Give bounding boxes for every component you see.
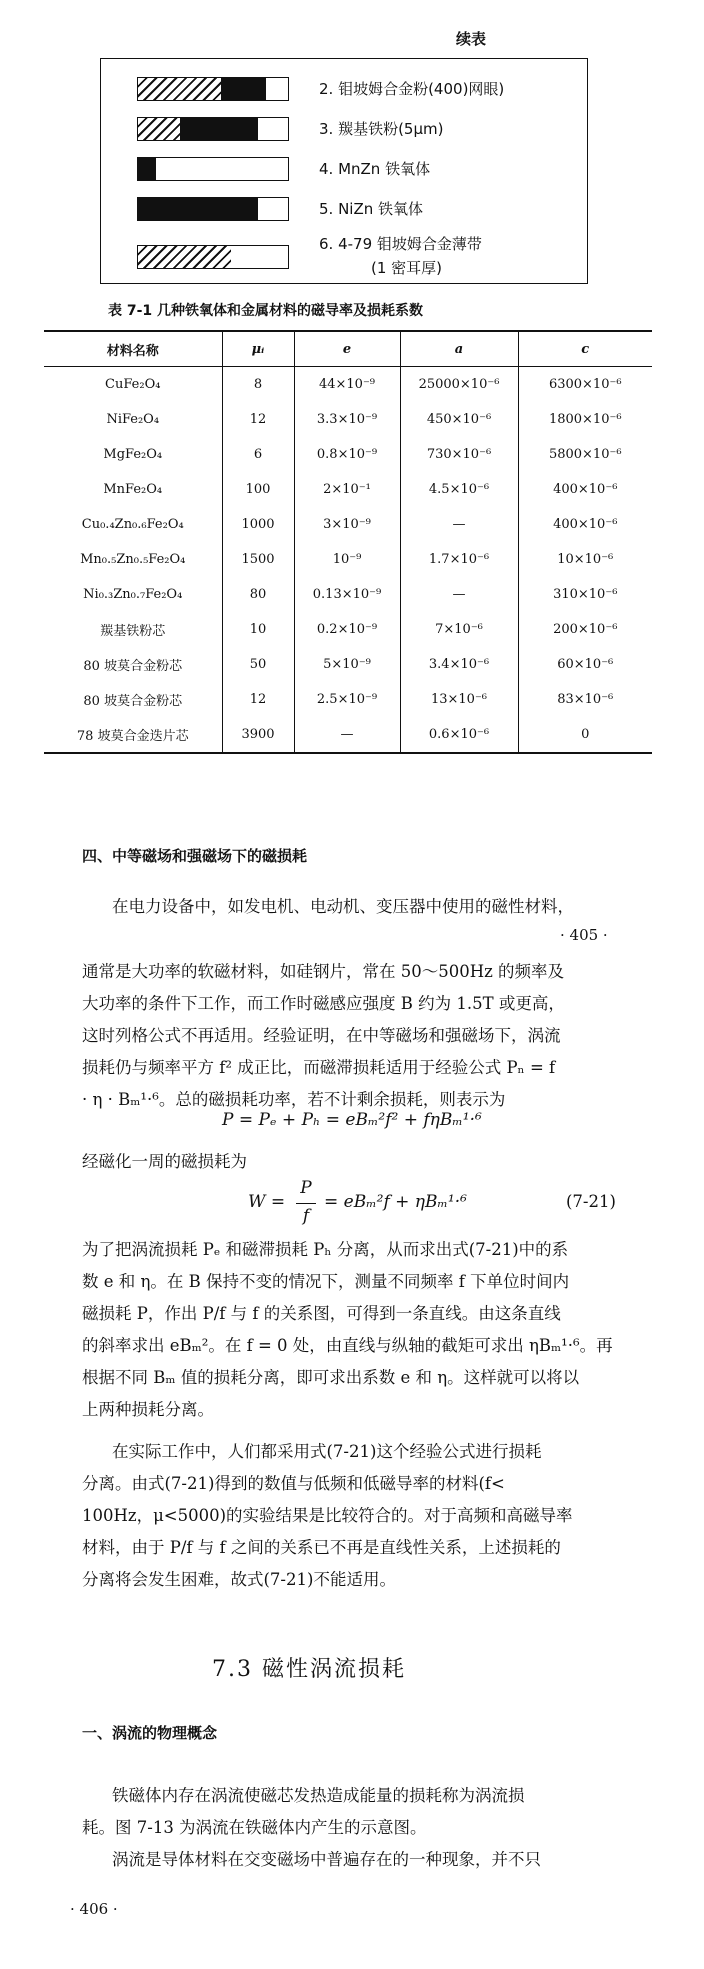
table-header-cell: a	[400, 331, 518, 367]
table-cell: 8	[222, 367, 294, 403]
paragraph-line: 铁磁体内存在涡流使磁芯发热造成能量的损耗称为涡流损	[112, 1786, 525, 1805]
table-cell: 3.3×10⁻⁹	[294, 402, 400, 437]
equation-tag: (7-21)	[566, 1192, 616, 1211]
table-cell: 6	[222, 437, 294, 472]
table-cell: 13×10⁻⁶	[400, 682, 518, 717]
table-header-cell: e	[294, 331, 400, 367]
equation-numerator: P	[300, 1178, 312, 1198]
table-cell: 310×10⁻⁶	[518, 577, 652, 612]
table-cell: 5800×10⁻⁶	[518, 437, 652, 472]
table-header-cell: c	[518, 331, 652, 367]
legend-bar	[137, 245, 289, 269]
table-cell: 60×10⁻⁶	[518, 647, 652, 682]
paragraph-line: 大功率的条件下工作，而工作时磁感应强度 B 约为 1.5T 或更高，	[82, 994, 565, 1013]
continuation-label: 续表	[456, 30, 487, 48]
table-cell: 100	[222, 472, 294, 507]
table-cell: 78 坡莫合金迭片芯	[44, 717, 222, 753]
table-header-cell: μᵢ	[222, 331, 294, 367]
table-row	[44, 717, 652, 753]
paragraph-line: 磁损耗 P，作出 P/f 与 f 的关系图，可得到一条直线。由这条直线	[82, 1304, 561, 1323]
table-row	[44, 507, 652, 542]
table-cell: 44×10⁻⁹	[294, 367, 400, 403]
table-row	[44, 472, 652, 507]
table-cell: MgFe₂O₄	[103, 447, 163, 462]
table-cell: 3900	[222, 717, 294, 753]
table-cell: 0.8×10⁻⁹	[294, 437, 400, 472]
table-header-cell: 材料名称	[44, 331, 222, 367]
table-cell: 200×10⁻⁶	[518, 612, 652, 647]
paragraph-line: 通常是大功率的软磁材料，如硅钢片，常在 50～500Hz 的频率及	[82, 962, 565, 981]
table-cell: 50	[222, 647, 294, 682]
table-cell: —	[294, 717, 400, 753]
legend-bar	[137, 77, 289, 101]
table-cell: Mn₀.₅Zn₀.₅Fe₂O₄	[80, 552, 186, 567]
table-row	[44, 647, 652, 682]
table-row	[44, 367, 652, 403]
table-cell: 1800×10⁻⁶	[518, 402, 652, 437]
table-cell: 12	[222, 682, 294, 717]
table-cell: 80 坡莫合金粉芯	[83, 659, 183, 674]
paragraph-line: 损耗仍与频率平方 f² 成正比，而磁滞损耗适用于经验公式 Pₙ = f	[82, 1058, 556, 1077]
legend-label-line2: (1 密耳厚)	[371, 259, 443, 277]
table-cell: 400×10⁻⁶	[518, 472, 652, 507]
page-number: · 406 ·	[70, 1900, 118, 1918]
section-heading: 四、中等磁场和强磁场下的磁损耗	[82, 847, 308, 865]
legend-bar	[137, 197, 289, 221]
table-cell: 1500	[222, 542, 294, 577]
table-cell: 1.7×10⁻⁶	[400, 542, 518, 577]
paragraph-line: 经磁化一周的磁损耗为	[82, 1152, 247, 1171]
table-cell: 6300×10⁻⁶	[518, 367, 652, 403]
table-row	[44, 682, 652, 717]
table-cell: 400×10⁻⁶	[518, 507, 652, 542]
table-row	[44, 542, 652, 577]
table-cell: 10⁻⁹	[294, 542, 400, 577]
table-cell: 83×10⁻⁶	[518, 682, 652, 717]
legend-bar	[137, 117, 289, 141]
equation-denominator: f	[302, 1206, 310, 1226]
table-cell: NiFe₂O₄	[106, 412, 160, 427]
paragraph-line: · η · Bₘ¹·⁶。总的磁损耗功率，若不计剩余损耗，则表示为	[82, 1090, 506, 1109]
table-cell: 80	[222, 577, 294, 612]
paragraph-line: 材料，由于 P/f 与 f 之间的关系已不再是直线性关系，上述损耗的	[82, 1538, 561, 1557]
legend-label: 4. MnZn 铁氧体	[319, 160, 431, 178]
table-row	[44, 402, 652, 437]
legend-label: 2. 钼坡姆合金粉(400)网眼)	[319, 80, 505, 98]
legend-label: 5. NiZn 铁氧体	[319, 200, 424, 218]
table-cell: 25000×10⁻⁶	[400, 367, 518, 403]
table-cell: 10×10⁻⁶	[518, 542, 652, 577]
paragraph-line: 耗。图 7-13 为涡流在铁磁体内产生的示意图。	[82, 1818, 427, 1837]
table-cell: 450×10⁻⁶	[400, 402, 518, 437]
table-cell: 1000	[222, 507, 294, 542]
table-cell: 0.13×10⁻⁹	[294, 577, 400, 612]
legend-bar	[137, 157, 289, 181]
table-cell: MnFe₂O₄	[103, 482, 163, 497]
paragraph-line: 数 e 和 η。在 B 保持不变的情况下，测量不同频率 f 下单位时间内	[82, 1272, 570, 1291]
table-cell: 2×10⁻¹	[294, 472, 400, 507]
fraction-bar	[296, 1203, 316, 1204]
paragraph-line: 为了把涡流损耗 Pₑ 和磁滞损耗 Pₕ 分离，从而求出式(7-21)中的系	[82, 1240, 569, 1259]
table-cell: 0.6×10⁻⁶	[400, 717, 518, 753]
table-cell: 3×10⁻⁹	[294, 507, 400, 542]
table-cell: —	[400, 577, 518, 612]
paragraph-line: 在电力设备中，如发电机、电动机、变压器中使用的磁性材料，	[112, 897, 574, 916]
subsection-heading: 一、涡流的物理概念	[82, 1724, 218, 1742]
table-cell: 0.2×10⁻⁹	[294, 612, 400, 647]
table-cell: —	[400, 507, 518, 542]
legend-label: 6. 4-79 钼坡姆合金薄带	[319, 235, 482, 253]
equation: P = Pₑ + Pₕ = eBₘ²f² + fηBₘ¹·⁶	[222, 1110, 482, 1130]
legend-label: 3. 羰基铁粉(5μm)	[319, 120, 444, 138]
page-number: · 405 ·	[560, 926, 608, 944]
paragraph-line: 这时列格公式不再适用。经验证明，在中等磁场和强磁场下，涡流	[82, 1026, 561, 1045]
table-row	[44, 612, 652, 647]
table-header-row	[44, 331, 652, 367]
paragraph-line: 上两种损耗分离。	[82, 1400, 214, 1419]
table-cell: 7×10⁻⁶	[400, 612, 518, 647]
paragraph-line: 涡流是导体材料在交变磁场中普遍存在的一种现象，并不只	[112, 1850, 541, 1869]
legend-box	[100, 58, 588, 284]
equation-rhs: = eBₘ²f + ηBₘ¹·⁶	[324, 1192, 467, 1212]
table-cell: 12	[222, 402, 294, 437]
table-cell: Cu₀.₄Zn₀.₆Fe₂O₄	[81, 517, 184, 532]
materials-table	[44, 330, 652, 754]
table-cell: 羰基铁粉芯	[100, 624, 166, 639]
table-caption: 表 7-1 几种铁氧体和金属材料的磁导率及损耗系数	[108, 303, 424, 319]
table-cell: 10	[222, 612, 294, 647]
paragraph-line: 分离将会发生困难，故式(7-21)不能适用。	[82, 1570, 396, 1589]
paragraph-line: 分离。由式(7-21)得到的数值与低频和低磁导率的材料(f<	[82, 1474, 505, 1493]
table-cell: 4.5×10⁻⁶	[400, 472, 518, 507]
section-title: 7.3 磁性涡流损耗	[212, 1657, 406, 1682]
paragraph-line: 根据不同 Bₘ 值的损耗分离，即可求出系数 e 和 η。这样就可以将以	[82, 1368, 580, 1387]
equation-lhs: W =	[248, 1192, 286, 1212]
table-cell: 5×10⁻⁹	[294, 647, 400, 682]
table-cell: 730×10⁻⁶	[400, 437, 518, 472]
paragraph-line: 的斜率求出 eBₘ²。在 f = 0 处，由直线与纵轴的截矩可求出 ηBₘ¹·⁶。再	[82, 1336, 613, 1355]
table-cell: 0	[518, 717, 652, 753]
table-cell: 2.5×10⁻⁹	[294, 682, 400, 717]
table-body	[44, 367, 652, 754]
table-cell: 80 坡莫合金粉芯	[83, 694, 183, 709]
table-row	[44, 437, 652, 472]
table-cell: CuFe₂O₄	[105, 377, 161, 392]
table-cell: 3.4×10⁻⁶	[400, 647, 518, 682]
paragraph-line: 在实际工作中，人们都采用式(7-21)这个经验公式进行损耗	[112, 1442, 542, 1461]
table-row	[44, 577, 652, 612]
table-cell: Ni₀.₃Zn₀.₇Fe₂O₄	[83, 587, 183, 602]
paragraph-line: 100Hz，μ<5000)的实验结果是比较符合的。对于高频和高磁导率	[82, 1506, 573, 1525]
